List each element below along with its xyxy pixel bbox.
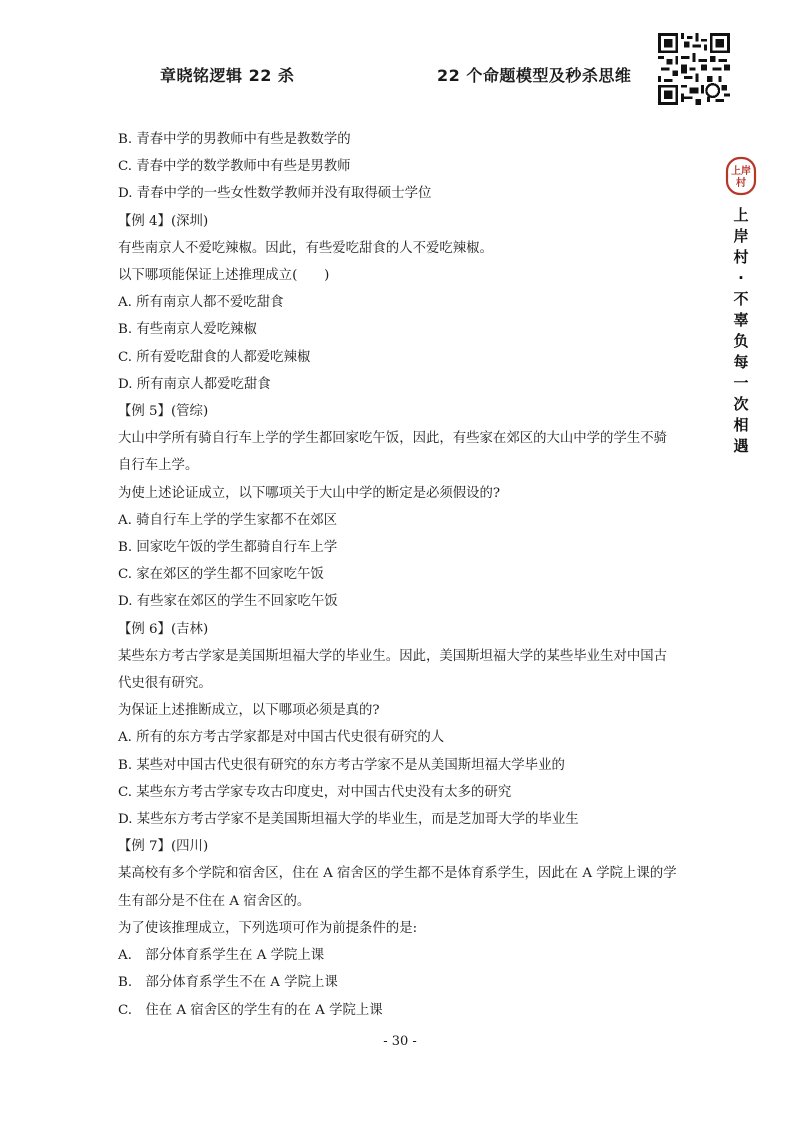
option-line: C. 住在 A 宿舍区的学生有的在 A 学院上课 — [118, 1002, 383, 1018]
slogan-char: 岸 — [733, 227, 749, 245]
example-heading: 【例 6】(吉林) — [118, 621, 209, 637]
option-line: D. 有些家在郊区的学生不回家吃午饭 — [118, 594, 338, 610]
option-line: A. 骑自行车上学的学生家都不在郊区 — [118, 512, 338, 528]
header-left-title: 章晓铭逻辑 22 杀 — [160, 66, 295, 85]
slogan-char: 一 — [733, 374, 749, 392]
example-heading: 【例 5】(管综) — [118, 404, 209, 420]
slogan-char: 不 — [733, 290, 749, 308]
question-prompt: 为使上述论证成立，以下哪项关于大山中学的断定是必须假设的? — [118, 485, 501, 501]
option-line: B. 回家吃午饭的学生都骑自行车上学 — [118, 540, 338, 556]
example-heading: 【例 4】(深圳) — [118, 213, 209, 229]
svg-text:村: 村 — [736, 178, 746, 189]
qr-code-icon — [658, 33, 730, 105]
question-stem: 大山中学所有骑自行车上学的学生都回家吃午饭，因此，有些家在郊区的大山中学的学生不骑自行车上学。 — [118, 431, 668, 474]
slogan-char: 遇 — [733, 437, 749, 455]
option-line: A. 所有南京人都不爱吃甜食 — [118, 295, 284, 311]
slogan-char: · — [738, 269, 744, 287]
option-line: D. 青春中学的一些女性数学教师并没有取得硕士学位 — [118, 186, 432, 202]
slogan-char: 负 — [733, 332, 749, 350]
option-line: D. 某些东方考古学家不是美国斯坦福大学的毕业生，而是芝加哥大学的毕业生 — [118, 812, 579, 828]
slogan-char: 村 — [733, 248, 749, 266]
option-line: A. 所有的东方考古学家都是对中国古代史很有研究的人 — [118, 730, 445, 746]
question-prompt: 为保证上述推断成立，以下哪项必须是真的? — [118, 703, 380, 719]
option-line: B. 有些南京人爱吃辣椒 — [118, 322, 257, 338]
option-line: C. 青春中学的数学教师中有些是男教师 — [118, 159, 351, 175]
slogan-char: 次 — [733, 395, 749, 413]
question-stem: 某高校有多个学院和宿舍区，住在 A 宿舍区的学生都不是体育系学生，因此在 A 学院上课的学生有部分是不住在 A 宿舍区的。 — [118, 866, 677, 909]
example-heading: 【例 7】(四川) — [118, 839, 209, 855]
option-line: C. 所有爱吃甜食的人都爱吃辣椒 — [118, 349, 311, 365]
slogan-char: 相 — [733, 416, 749, 434]
option-line: C. 某些东方考古学家专攻古印度史，对中国古代史没有太多的研究 — [118, 784, 512, 800]
side-slogan — [731, 205, 751, 457]
header-right-title: 22 个命题模型及秒杀思维 — [437, 66, 632, 85]
question-stem: 有些南京人不爱吃辣椒。因此，有些爱吃甜食的人不爱吃辣椒。 — [118, 240, 493, 256]
slogan-char: 每 — [733, 353, 749, 371]
slogan-char: 辜 — [733, 311, 749, 329]
question-prompt: 以下哪项能保证上述推理成立( ) — [118, 268, 330, 284]
shanancun-seal-icon — [725, 156, 757, 196]
option-line: A. 部分体育系学生在 A 学院上课 — [118, 948, 325, 964]
question-prompt: 为了使该推理成立，下列选项可作为前提条件的是: — [118, 920, 418, 936]
page-number: - 30 - — [383, 1034, 417, 1049]
option-line: B. 部分体育系学生不在 A 学院上课 — [118, 975, 338, 991]
svg-text:上岸: 上岸 — [731, 166, 751, 177]
option-line: B. 青春中学的男教师中有些是教数学的 — [118, 132, 351, 147]
slogan-char: 上 — [733, 206, 749, 224]
option-line: B. 某些对中国古代史很有研究的东方考古学家不是从美国斯坦福大学毕业的 — [118, 757, 565, 773]
question-stem: 某些东方考古学家是美国斯坦福大学的毕业生。因此，美国斯坦福大学的某些毕业生对中国古代史很有研究。 — [118, 648, 668, 692]
option-line: D. 所有南京人都爱吃甜食 — [118, 376, 271, 392]
option-line: C. 家在郊区的学生都不回家吃午饭 — [118, 567, 324, 583]
document-body — [118, 126, 678, 1024]
